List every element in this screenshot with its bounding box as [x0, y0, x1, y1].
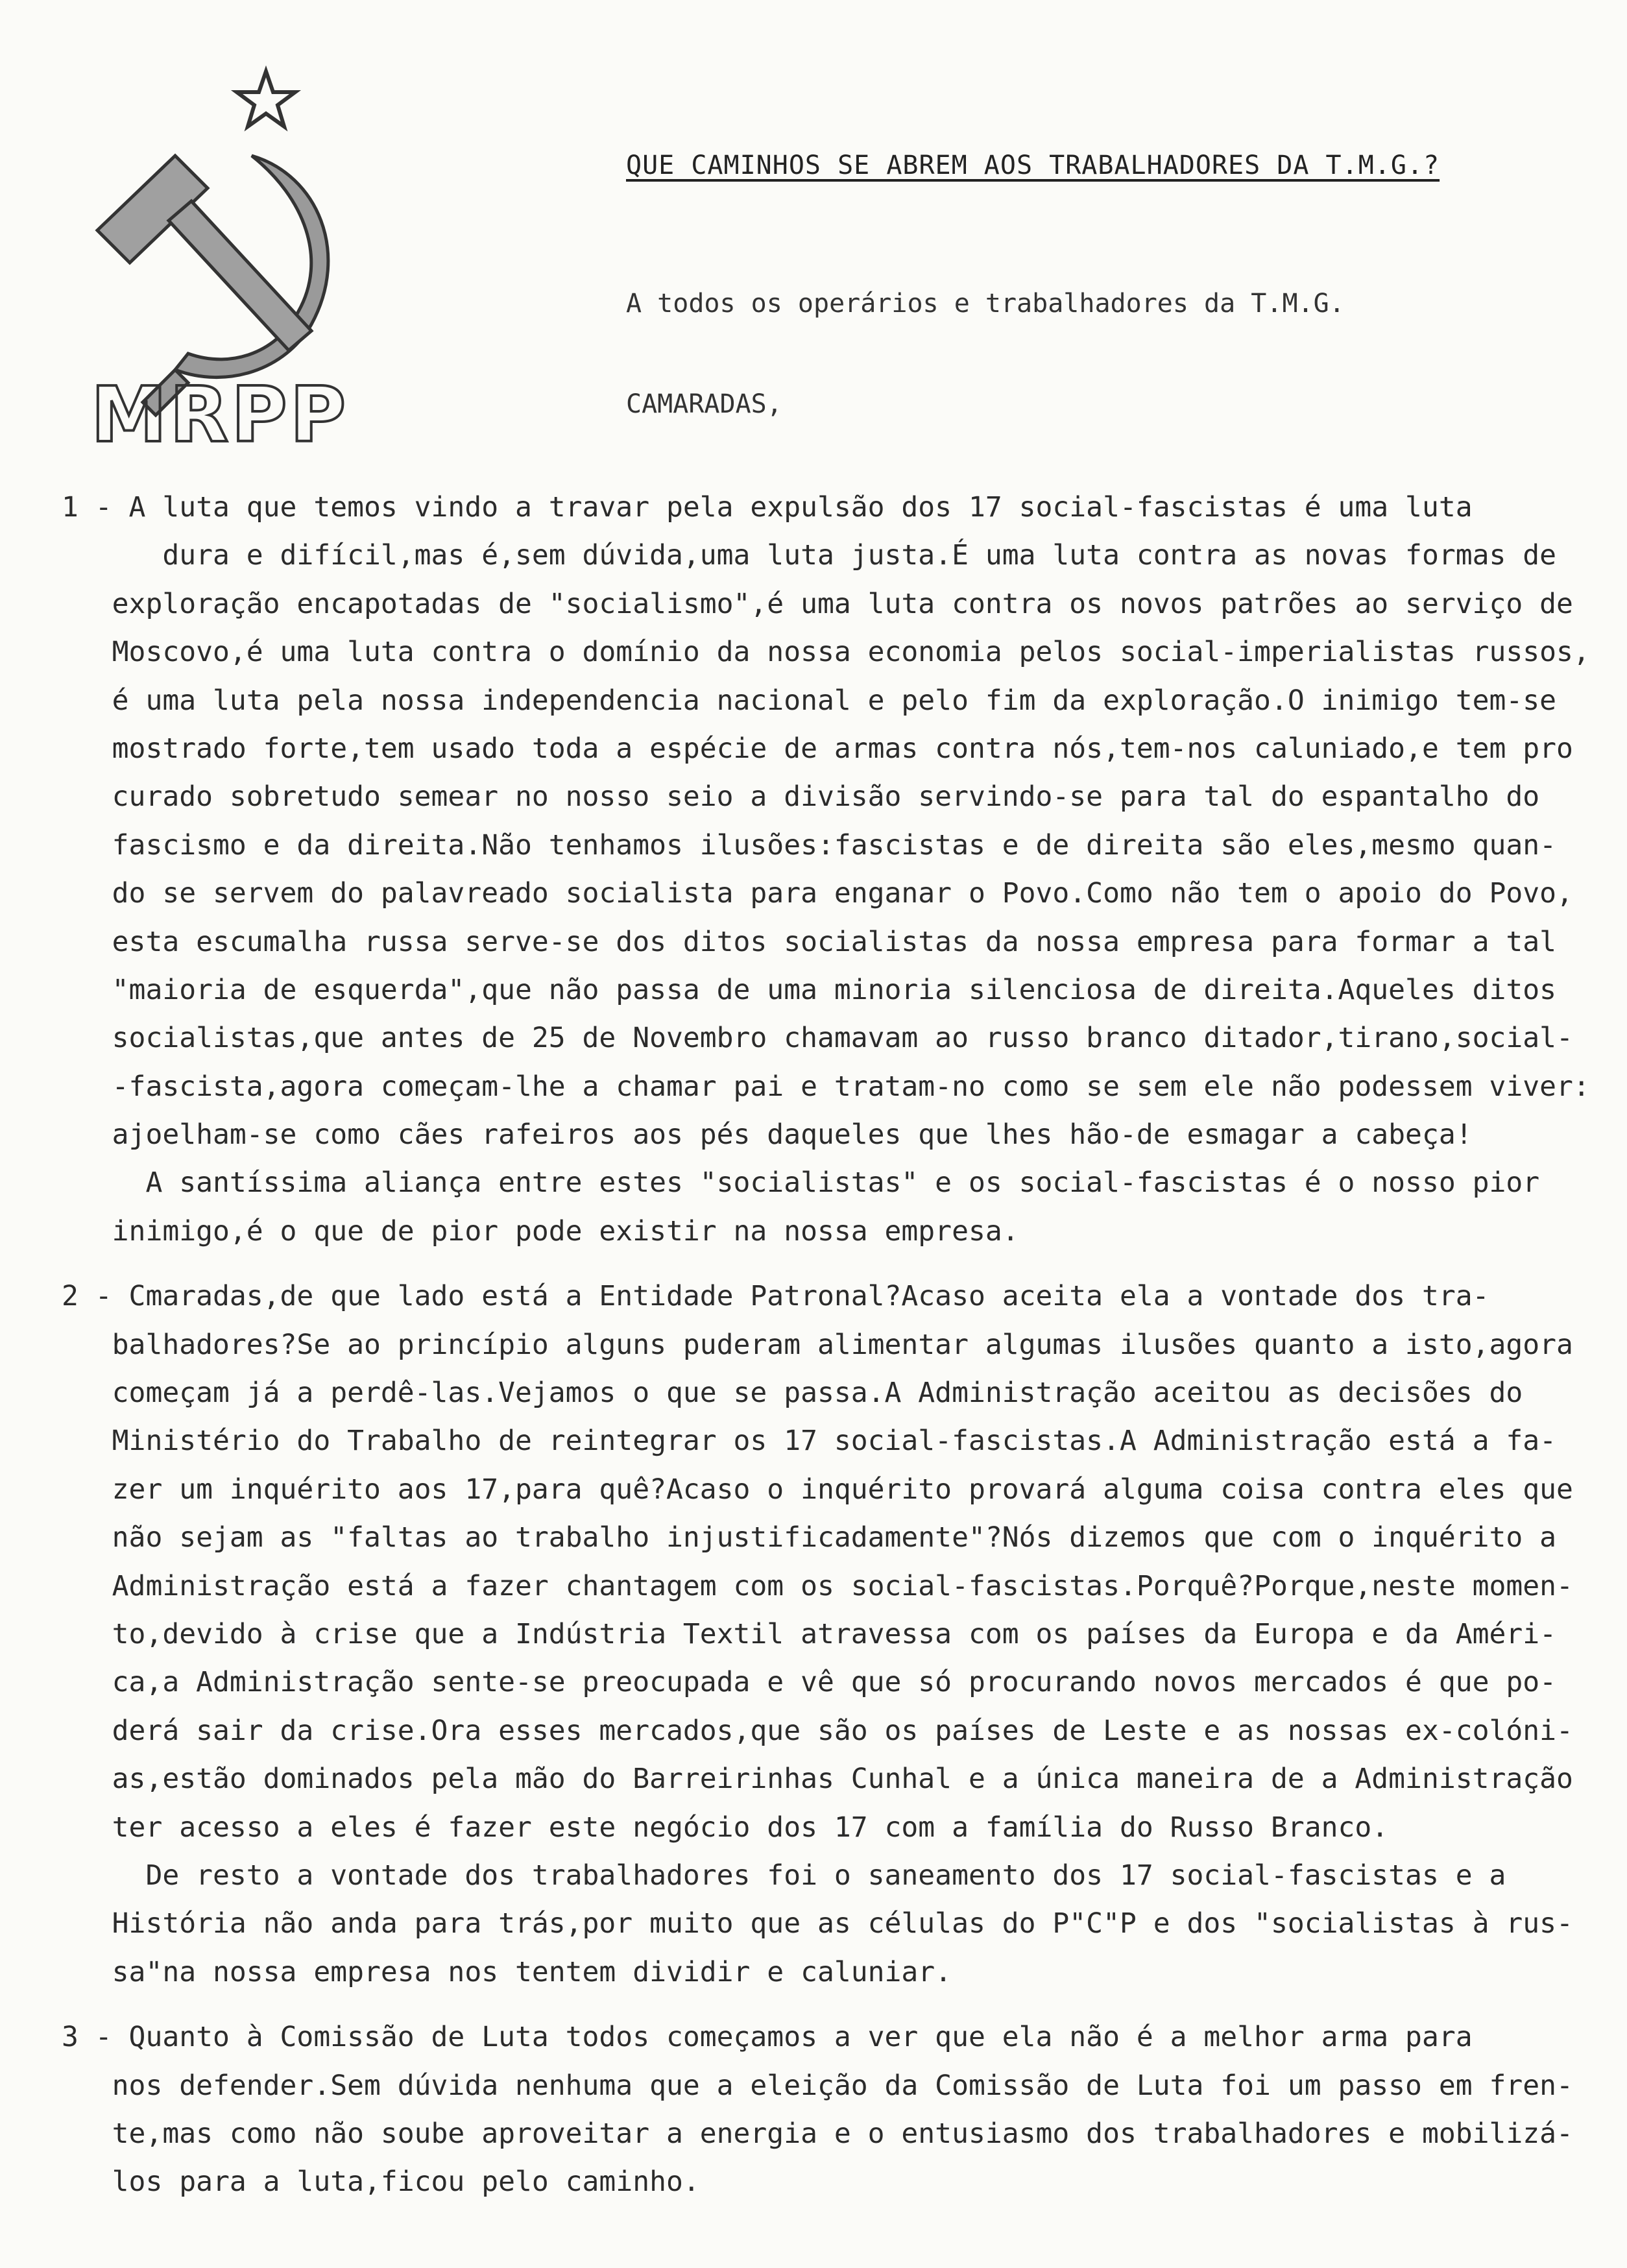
- text-line: dura e difícil,mas é,sem dúvida,uma luta justa.É uma luta contra as novas formas de: [62, 539, 1557, 572]
- section-gap: [62, 1255, 1547, 1272]
- text-line: esta escumalha russa serve-se dos ditos socialistas da nossa empresa para formar a tal: [62, 925, 1557, 958]
- text-line: ajoelham-se como cães rafeiros aos pés daqueles que lhes hão-de esmagar a cabeça!: [62, 1118, 1473, 1152]
- text-line: curado sobretudo semear no nosso seio a divisão servindo-se para tal do espantalho do: [62, 780, 1540, 814]
- text-line: 3 - Quanto à Comissão de Luta todos começamos a ver que ela não é a melhor arma para: [62, 2021, 1473, 2054]
- text-line: balhadores?Se ao princípio alguns puderam alimentar algumas ilusões quanto a isto,agora: [62, 1328, 1573, 1361]
- text-line: começam já a perdê-las.Vejamos o que se passa.A Administração aceitou as decisões do: [62, 1377, 1523, 1410]
- text-line: História não anda para trás,por muito que as células do P"C"P e dos "socialistas à rus-: [62, 1907, 1573, 1940]
- text-line: mostrado forte,tem usado toda a espécie de armas contra nós,tem-nos caluniado,e tem pro: [62, 732, 1573, 765]
- text-line: nos defender.Sem dúvida nenhuma que a eleição da Comissão de Luta foi um passo em fren-: [62, 2069, 1573, 2102]
- text-line: te,mas como não soube aproveitar a energia e o entusiasmo dos trabalhadores e mobilizá-: [62, 2117, 1573, 2150]
- text-line: 2 - Cmaradas,de que lado está a Entidade Patronal?Acaso aceita ela a vontade dos tra-: [62, 1280, 1489, 1313]
- text-line: não sejam as "faltas ao trabalho injustificadamente"?Nós dizemos que com o inquérito a: [62, 1521, 1557, 1554]
- text-line: Administração está a fazer chantagem com os social-fascistas.Porquê?Porque,neste momen-: [62, 1569, 1573, 1602]
- text-line: sa"na nossa empresa nos tentem dividir e caluniar.: [62, 1955, 952, 1988]
- text-line: A santíssima aliança entre estes "socialistas" e os social-fascistas é o nosso pior: [62, 1166, 1540, 1200]
- mrpp-logo: [78, 65, 389, 454]
- text-line: as,estão dominados pela mão do Barreirinhas Cunhal e a única maneira de a Administração: [62, 1763, 1573, 1796]
- text-line: 1 - A luta que temos vindo a travar pela expulsão dos 17 social-fascistas é uma luta: [62, 491, 1473, 524]
- text-line: ca,a Administração sente-se preocupada e vê que só procurando novos mercados é que po-: [62, 1666, 1557, 1699]
- section-3: [62, 2013, 1573, 2206]
- body-text: [62, 483, 1590, 2206]
- address-line: A todos os operários e trabalhadores da T.M.G.: [626, 289, 1345, 319]
- text-line: "maioria de esquerda",que não passa de uma minoria silenciosa de direita.Aqueles ditos: [62, 973, 1557, 1006]
- text-line: é uma luta pela nossa independencia nacional e pelo fim da exploração.O inimigo tem-se: [62, 684, 1557, 717]
- text-line: De resto a vontade dos trabalhadores foi o saneamento dos 17 social-fascistas e a: [62, 1859, 1506, 1892]
- text-line: Moscovo,é uma luta contra o domínio da nossa economia pelos social-imperialistas russos,: [62, 636, 1590, 669]
- text-line: exploração encapotadas de "socialismo",é uma luta contra os novos patrões ao serviço de: [62, 587, 1573, 620]
- text-line: Ministério do Trabalho de reintegrar os 17 social-fascistas.A Administração está a fa-: [62, 1425, 1557, 1458]
- logo-text: MRPP: [91, 370, 349, 454]
- section-2: [62, 1272, 1573, 1996]
- text-line: to,devido à crise que a Indústria Textil atravessa com os países da Europa e da Améri-: [62, 1617, 1557, 1650]
- text-line: fascismo e da direita.Não tenhamos ilusões:fascistas e de direita são eles,mesmo quan-: [62, 828, 1557, 862]
- section-1: [62, 483, 1590, 1255]
- text-line: ter acesso a eles é fazer este negócio dos 17 com a família do Russo Branco.: [62, 1811, 1389, 1844]
- salutation: CAMARADAS,: [626, 389, 782, 419]
- hammer-sickle-star-icon: [78, 65, 389, 454]
- text-line: zer um inquérito aos 17,para quê?Acaso o inquérito provará alguma coisa contra eles que: [62, 1473, 1573, 1506]
- text-line: -fascista,agora começam-lhe a chamar pai e tratam-no como se sem ele não podessem viver:: [62, 1070, 1590, 1103]
- document-title: QUE CAMINHOS SE ABREM AOS TRABALHADORES DA T.M.G.?: [626, 151, 1440, 180]
- text-line: do se servem do palavreado socialista para enganar o Povo.Como não tem o apoio do Povo,: [62, 877, 1573, 910]
- text-line: inimigo,é o que de pior pode existir na nossa empresa.: [62, 1214, 1019, 1248]
- text-line: los para a luta,ficou pelo caminho.: [62, 2165, 700, 2199]
- text-line: socialistas,que antes de 25 de Novembro chamavam ao russo branco ditador,tirano,social-: [62, 1022, 1573, 1055]
- section-gap: [62, 1996, 1547, 2013]
- text-line: derá sair da crise.Ora esses mercados,que são os países de Leste e as nossas ex-colóni-: [62, 1714, 1573, 1747]
